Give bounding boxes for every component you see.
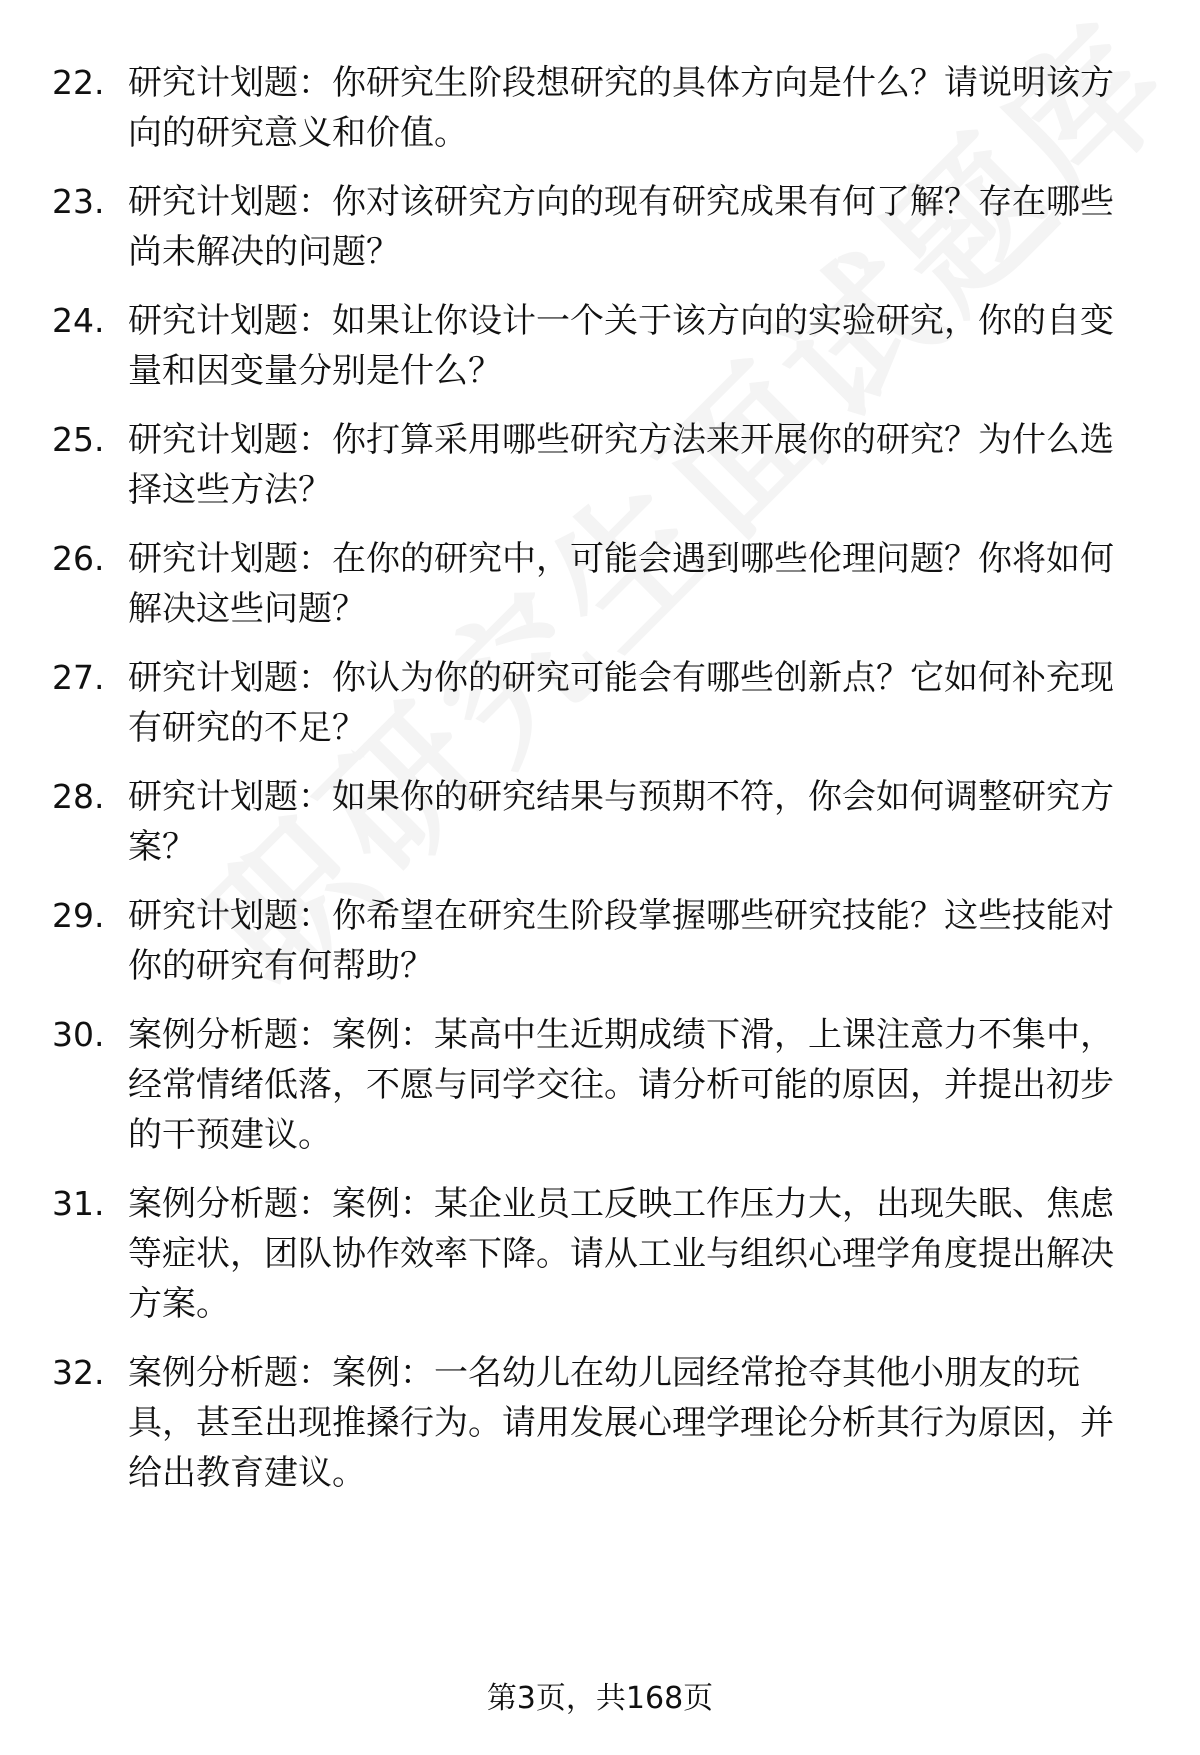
question-item (52, 772, 1152, 872)
question-number: 29. (52, 896, 105, 935)
question-number: 27. (52, 658, 105, 697)
question-item (52, 58, 1152, 158)
question-list (52, 58, 1152, 1498)
question-item (52, 177, 1152, 277)
question-item (52, 415, 1152, 515)
question-text: 案例分析题：案例：一名幼儿在幼儿园经常抢夺其他小朋友的玩具，甚至出现推搡行为。请用发展心理学理论分析其行为原因，并给出教育建议。 (128, 1353, 1114, 1493)
question-number: 28. (52, 777, 105, 816)
question-text: 研究计划题：你对该研究方向的现有研究成果有何了解？存在哪些尚未解决的问题？ (128, 182, 1114, 272)
question-item (52, 534, 1152, 634)
question-text: 研究计划题：你打算采用哪些研究方法来开展你的研究？为什么选择这些方法？ (128, 420, 1114, 510)
question-number: 22. (52, 63, 105, 102)
question-number: 26. (52, 539, 105, 578)
question-text: 研究计划题：你研究生阶段想研究的具体方向是什么？请说明该方向的研究意义和价值。 (128, 63, 1114, 153)
question-number: 31. (52, 1184, 105, 1223)
question-number: 32. (52, 1353, 105, 1392)
question-item (52, 1179, 1152, 1329)
question-text: 研究计划题：如果让你设计一个关于该方向的实验研究，你的自变量和因变量分别是什么？ (128, 301, 1114, 391)
question-item (52, 1348, 1152, 1498)
question-text: 研究计划题：你希望在研究生阶段掌握哪些研究技能？这些技能对你的研究有何帮助？ (128, 896, 1114, 986)
question-number: 30. (52, 1015, 105, 1054)
question-number: 24. (52, 301, 105, 340)
question-text: 案例分析题：案例：某企业员工反映工作压力大，出现失眠、焦虑等症状，团队协作效率下降。请从工业与组织心理学角度提出解决方案。 (128, 1184, 1114, 1324)
question-item (52, 891, 1152, 991)
question-item (52, 653, 1152, 753)
question-item (52, 1010, 1152, 1160)
question-text: 研究计划题：在你的研究中，可能会遇到哪些伦理问题？你将如何解决这些问题？ (128, 539, 1114, 629)
page-footer: 第3页，共168页 (486, 1681, 714, 1716)
question-number: 25. (52, 420, 105, 459)
question-item (52, 296, 1152, 396)
question-text: 研究计划题：你认为你的研究可能会有哪些创新点？它如何补充现有研究的不足？ (128, 658, 1114, 748)
question-number: 23. (52, 182, 105, 221)
question-text: 研究计划题：如果你的研究结果与预期不符，你会如何调整研究方案？ (128, 777, 1114, 867)
question-text: 案例分析题：案例：某高中生近期成绩下滑，上课注意力不集中，经常情绪低落，不愿与同学交往。请分析可能的原因，并提出初步的干预建议。 (128, 1015, 1114, 1155)
